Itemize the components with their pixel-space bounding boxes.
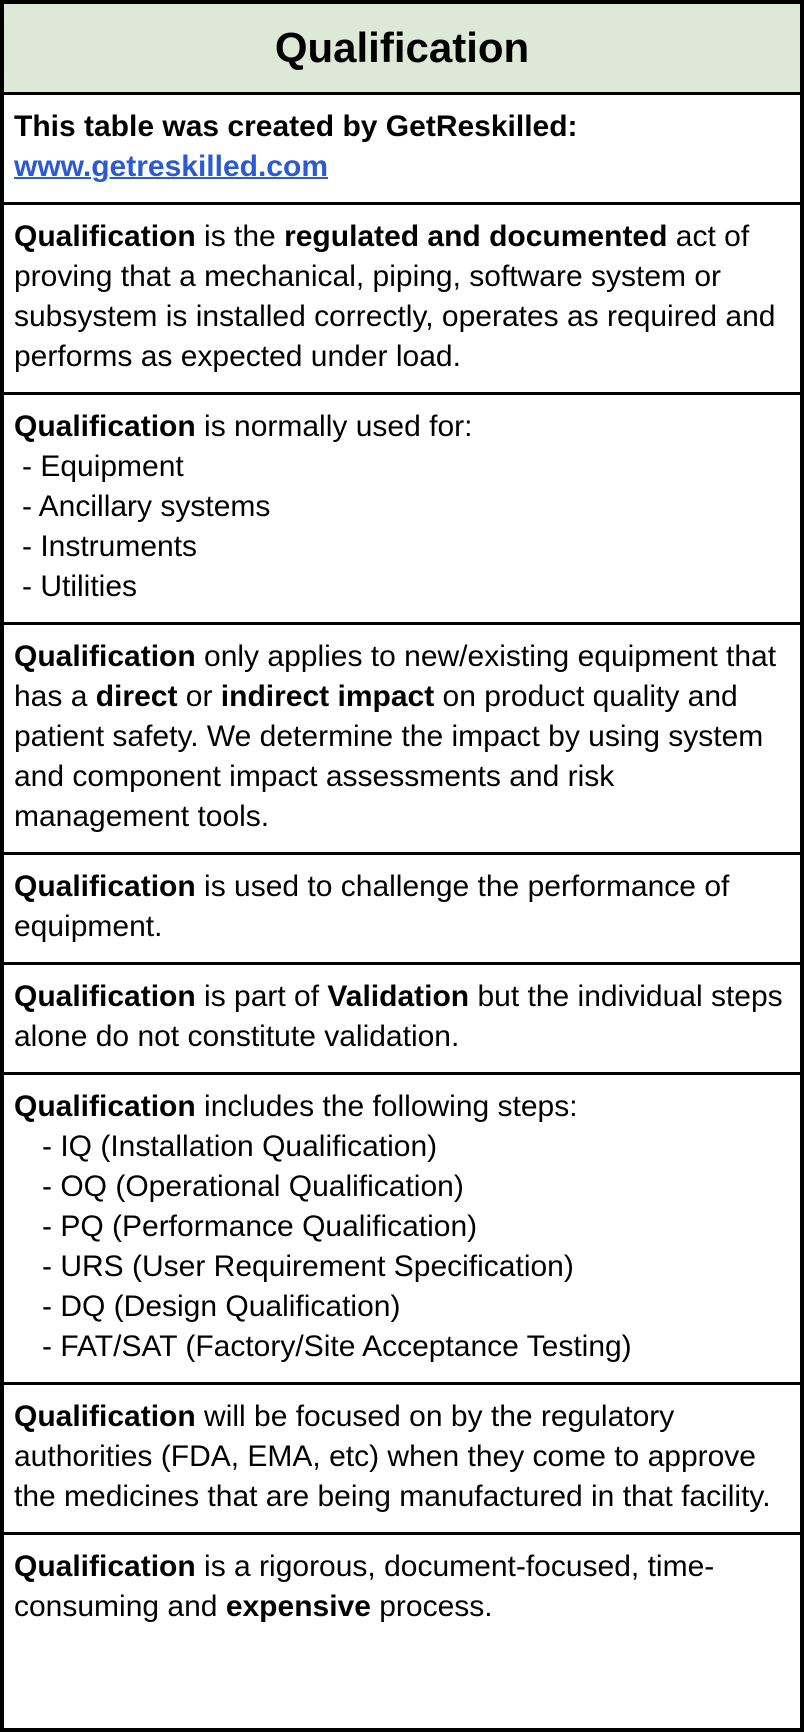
table-row <box>4 202 800 392</box>
row-paragraph <box>14 217 790 377</box>
bold-text-run: Validation <box>327 980 470 1013</box>
credit-link-line <box>14 147 790 187</box>
row-paragraph <box>14 637 790 837</box>
bold-text-run: Qualification <box>14 1400 196 1433</box>
bold-text-run: Qualification <box>14 1550 196 1583</box>
text-run: is used to challenge the performance of equipment. <box>14 870 730 943</box>
table-header <box>4 4 800 92</box>
bold-text-run: direct <box>95 680 178 713</box>
text-run: will be focused on by the regulatory authorities (FDA, EMA, etc) when they come to approve the medicines that are being manufactured in that facility. <box>14 1400 771 1513</box>
credit-text: This table was created by GetReskilled: <box>14 110 578 143</box>
bold-text-run: Qualification <box>14 870 196 903</box>
list-item: - PQ (Performance Qualification) <box>42 1210 478 1243</box>
bold-text-run: Qualification <box>14 220 196 253</box>
table-row <box>4 1072 800 1382</box>
credit-row <box>4 92 800 202</box>
list-item: - URS (User Requirement Specification) <box>42 1250 574 1283</box>
table-row <box>4 1532 800 1642</box>
text-run: only applies to new/existing equipment that has a <box>14 640 777 713</box>
table-row <box>4 1382 800 1532</box>
list-item: - Instruments <box>22 530 198 563</box>
row-paragraph <box>14 1547 790 1627</box>
text-run: on product quality and patient safety. We determine the impact by using system and component impact assessments and risk management tools. <box>14 680 764 833</box>
bold-text-run: expensive <box>225 1590 371 1623</box>
bold-text-run: Qualification <box>14 640 196 673</box>
text-run: but the individual steps alone do not constitute validation. <box>14 980 783 1053</box>
row-paragraph <box>14 1087 790 1127</box>
getreskilled-link[interactable]: www.getreskilled.com <box>14 150 328 183</box>
bold-text-run: Qualification <box>14 980 196 1013</box>
bold-text-run: indirect impact <box>220 680 435 713</box>
text-run: act of proving that a mechanical, piping, software system or subsystem is installed correctly, operates as required and performs as expected under load. <box>14 220 776 373</box>
table-row <box>4 392 800 622</box>
row-paragraph <box>14 1397 790 1517</box>
row-paragraph <box>14 977 790 1057</box>
list-item: - OQ (Operational Qualification) <box>42 1170 464 1203</box>
list-item: - IQ (Installation Qualification) <box>42 1130 438 1163</box>
table-row <box>4 852 800 962</box>
text-run: is the <box>195 220 285 253</box>
text-run: includes the following steps: <box>195 1090 578 1123</box>
row-paragraph <box>14 407 790 447</box>
list-item: - Utilities <box>22 570 138 603</box>
table-row <box>4 962 800 1072</box>
list-item: - FAT/SAT (Factory/Site Acceptance Testing) <box>42 1330 632 1363</box>
row-paragraph <box>14 867 790 947</box>
page-title: Qualification <box>274 24 530 71</box>
text-run: is part of <box>195 980 328 1013</box>
bold-text-run: regulated and documented <box>284 220 668 253</box>
bold-text-run: Qualification <box>14 1090 196 1123</box>
text-run: process. <box>370 1590 493 1623</box>
text-run: is a rigorous, document-focused, time-consuming and <box>14 1550 715 1623</box>
list-item: - DQ (Design Qualification) <box>42 1290 401 1323</box>
text-run: or <box>177 680 221 713</box>
list-item: - Equipment <box>22 450 184 483</box>
text-run: is normally used for: <box>195 410 473 443</box>
bold-text-run: Qualification <box>14 410 196 443</box>
list-item: - Ancillary systems <box>22 490 271 523</box>
table-row <box>4 622 800 852</box>
